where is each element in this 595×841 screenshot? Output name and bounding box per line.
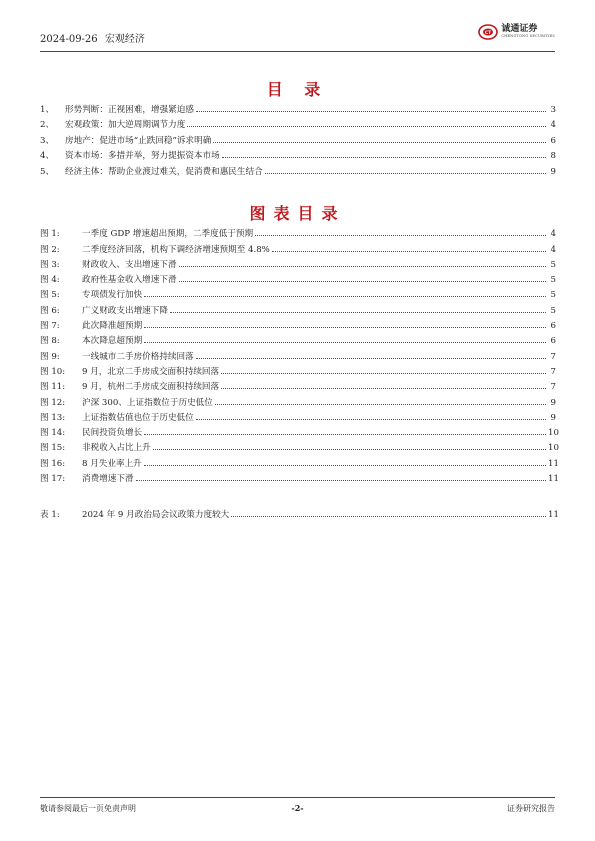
entry-number: 图 5: [40, 290, 60, 301]
entry-title: 一线城市二手房价格持续回落 [82, 351, 194, 362]
dot-leader [231, 516, 546, 517]
report-date: 2024-09-26 [40, 34, 98, 45]
page-footer [40, 803, 555, 815]
dot-leader [144, 465, 546, 466]
figure-entry[interactable] [40, 469, 559, 485]
dot-leader [144, 327, 546, 328]
entry-title: 民间投资负增长 [82, 428, 143, 439]
entry-page: 9 [550, 412, 556, 423]
footer-report-type: 证券研究报告 [507, 804, 555, 813]
entry-title: 二季度经济回落，机构下调经济增速预期至 4.8% [82, 244, 270, 255]
entry-page: 3 [550, 104, 556, 115]
entry-page: 11 [548, 458, 559, 469]
dot-leader [196, 111, 546, 112]
entry-page: 5 [550, 259, 556, 270]
figure-entry[interactable] [40, 285, 556, 300]
entry-number: 图 4: [40, 275, 60, 286]
entry-number: 图 1: [40, 229, 60, 240]
entry-title: 上证指数估值也位于历史低位 [82, 412, 194, 423]
header-meta [40, 30, 149, 45]
figure-entry[interactable] [40, 362, 556, 377]
company-logo [478, 22, 555, 42]
entry-title: 广义财政支出增速下降 [82, 305, 168, 316]
entry-page: 10 [548, 428, 559, 439]
dot-leader [215, 404, 546, 405]
toc-entry[interactable] [40, 146, 556, 162]
entry-number: 图 3: [40, 259, 60, 270]
entry-title: 一季度 GDP 增速超出预期，二季度低于预期 [82, 229, 254, 240]
entry-number: 图 10: [40, 366, 66, 377]
entry-page: 4 [550, 229, 556, 240]
entry-title: 形势判断：正视困难，增强紧迫感 [65, 104, 194, 115]
figures-list [40, 224, 559, 485]
dot-leader [187, 126, 546, 127]
toc-title: 目 录 [266, 80, 329, 99]
page-number: -2- [291, 803, 304, 813]
entry-title: 8 月失业率上升 [82, 458, 142, 469]
entry-number: 图 7: [40, 321, 60, 332]
toc-list [40, 99, 556, 177]
dot-leader [272, 251, 546, 252]
dot-leader [196, 419, 546, 420]
figure-entry[interactable] [40, 331, 556, 346]
entry-title: 房地产：促进市场“止跌回稳”诉求明确 [65, 135, 212, 146]
entry-number: 5、 [40, 166, 55, 177]
toc-entry[interactable] [40, 130, 556, 146]
dot-leader [196, 358, 546, 359]
figure-entry[interactable] [40, 224, 556, 239]
entry-page: 5 [550, 290, 556, 301]
dot-leader [213, 142, 546, 143]
logo-english: CHENGTONG SECURITIES [501, 34, 555, 39]
entry-page: 10 [548, 443, 559, 454]
entry-title: 9 月，北京二手房成交面积持续回落 [82, 366, 220, 377]
figure-entry[interactable] [40, 453, 559, 469]
figure-entry[interactable] [40, 316, 556, 331]
figure-entry[interactable] [40, 377, 556, 392]
header-divider [40, 51, 555, 52]
entry-title: 消费增速下滑 [82, 474, 134, 485]
page-header [40, 20, 555, 50]
entry-number: 图 14: [40, 428, 66, 439]
footer-disclaimer: 敬请参阅最后一页免责声明 [40, 804, 136, 813]
dot-leader [170, 312, 546, 313]
footer-divider [40, 797, 555, 798]
entry-number: 表 1: [40, 510, 60, 521]
entry-page: 7 [550, 366, 556, 377]
entry-page: 7 [550, 351, 556, 362]
entry-title: 2024 年 9 月政治局会议政策力度较大 [82, 510, 230, 521]
logo-emblem-icon [478, 22, 498, 42]
entry-title: 非税收入占比上升 [82, 443, 151, 454]
entry-title: 资本市场：多措并举，努力提振资本市场 [65, 151, 220, 162]
entry-number: 图 16: [40, 458, 66, 469]
svg-text:CT: CT [485, 30, 492, 36]
dot-leader [179, 266, 546, 267]
entry-page: 11 [548, 510, 559, 521]
entry-number: 3、 [40, 135, 55, 146]
entry-page: 5 [550, 275, 556, 286]
entry-title: 本次降息超预期 [82, 336, 143, 347]
entry-page: 9 [550, 397, 556, 408]
entry-title: 宏观政策：加大逆周期调节力度 [65, 120, 186, 131]
toc-entry[interactable] [40, 161, 556, 177]
dot-leader [221, 373, 546, 374]
entry-number: 图 12: [40, 397, 66, 408]
figure-entry[interactable] [40, 423, 559, 439]
entry-number: 1、 [40, 104, 55, 115]
entry-number: 图 2: [40, 244, 60, 255]
entry-number: 图 13: [40, 412, 66, 423]
dot-leader [222, 157, 546, 158]
entry-number: 图 6: [40, 305, 60, 316]
entry-page: 5 [550, 305, 556, 316]
entry-number: 图 17: [40, 474, 66, 485]
entry-title: 财政收入、支出增速下滑 [82, 259, 177, 270]
entry-number: 图 15: [40, 443, 66, 454]
report-category: 宏观经济 [104, 34, 145, 45]
dot-leader [221, 388, 546, 389]
entry-title: 沪深 300、上证指数位于历史低位 [82, 397, 213, 408]
entry-page: 4 [550, 120, 556, 131]
entry-page: 6 [550, 336, 556, 347]
entry-title: 专项债发行加快 [82, 290, 143, 301]
figure-entry[interactable] [40, 346, 556, 361]
logo-name: 诚通证券 [501, 24, 538, 35]
dot-leader [144, 296, 546, 297]
entry-number: 图 8: [40, 336, 60, 347]
figure-entry[interactable] [40, 392, 556, 407]
dot-leader [136, 480, 546, 481]
dot-leader [179, 281, 546, 282]
dot-leader [265, 173, 546, 174]
entry-page: 7 [550, 382, 556, 393]
entry-page: 6 [550, 135, 556, 146]
toc-entry[interactable] [40, 115, 556, 131]
dot-leader [255, 235, 546, 236]
entry-title: 政府性基金收入增速下滑 [82, 275, 177, 286]
table-entry[interactable] [40, 505, 559, 521]
entry-title: 此次降准超预期 [82, 321, 143, 332]
entry-number: 图 11: [40, 382, 66, 393]
dot-leader [144, 434, 546, 435]
figure-entry[interactable] [40, 408, 556, 423]
dot-leader [153, 449, 546, 450]
figure-entry[interactable] [40, 270, 556, 285]
figure-entry[interactable] [40, 300, 556, 315]
figure-entry[interactable] [40, 239, 556, 254]
entry-title: 经济主体：帮助企业渡过难关，促消费和惠民生结合 [65, 166, 263, 177]
toc-entry[interactable] [40, 99, 556, 115]
entry-page: 6 [550, 321, 556, 332]
dot-leader [144, 342, 546, 343]
figure-entry[interactable] [40, 438, 559, 454]
tables-list [40, 505, 559, 521]
entry-page: 11 [548, 474, 559, 485]
figure-entry[interactable] [40, 255, 556, 270]
entry-page: 8 [550, 151, 556, 162]
entry-page: 9 [550, 166, 556, 177]
entry-title: 9 月，杭州二手房成交面积持续回落 [82, 382, 220, 393]
entry-number: 2、 [40, 120, 55, 131]
entry-number: 4、 [40, 151, 55, 162]
entry-page: 4 [550, 244, 556, 255]
entry-number: 图 9: [40, 351, 60, 362]
figures-title: 图表目录 [249, 204, 346, 223]
